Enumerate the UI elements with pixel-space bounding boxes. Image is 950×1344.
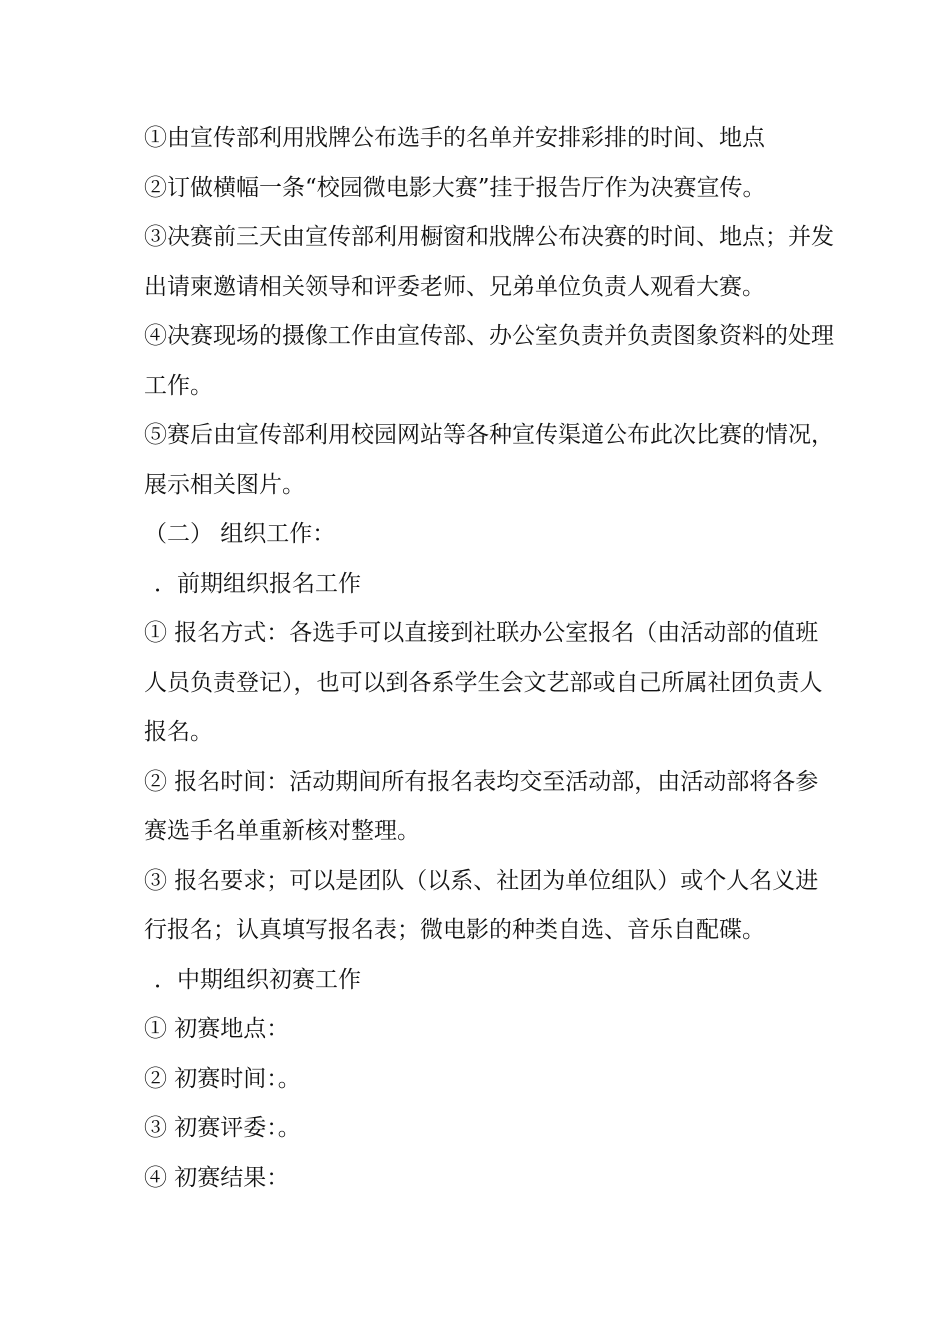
- list-item: ③ 初赛评委：。: [144, 1115, 301, 1141]
- paragraph-line: 赛选手名单重新核对整理。: [144, 818, 420, 844]
- paragraph-line: 报名。: [144, 719, 213, 745]
- subsection-heading: ．中期组织初赛工作: [154, 966, 361, 993]
- paragraph-line: ① 报名方式：各选手可以直接到社联办公室报名（由活动部的值班: [144, 620, 819, 646]
- paragraph-line: 人员负责登记），也可以到各系学生会文艺部或自己所属社团负责人: [144, 669, 823, 696]
- paragraph-line: ③ 报名要求；可以是团队（以系、社团为单位组队）或个人名义进: [144, 867, 819, 894]
- paragraph-line: ②订做横幅一条“校园微电影大赛”挂于报告厅作为决赛宣传。: [144, 174, 766, 201]
- paragraph-line: ③决赛前三天由宣传部利用橱窗和戕牌公布决赛的时间、地点；并发: [144, 224, 834, 250]
- list-item: ④ 初赛结果：: [144, 1164, 290, 1191]
- document-body: [144, 114, 834, 1203]
- section-heading: （二） 组织工作：: [144, 521, 336, 547]
- list-item: ① 初赛地点：: [144, 1016, 290, 1042]
- paragraph-line: 出请柬邀请相关领导和评委老师、兄弟单位负责人观看大赛。: [144, 273, 765, 300]
- paragraph-line: ①由宣传部利用戕牌公布选手的名单并安排彩排的时间、地点: [144, 125, 765, 151]
- paragraph-line: ④决赛现场的摄像工作由宣传部、办公室负责并负责图象资料的处理: [144, 323, 834, 349]
- list-item: ② 初赛时间：。: [144, 1065, 301, 1092]
- paragraph-line: ② 报名时间：活动期间所有报名表均交至活动部，由活动部将各参: [144, 768, 819, 795]
- paragraph-line: 行报名；认真填写报名表；微电影的种类自选、音乐自配碟。: [144, 917, 765, 943]
- paragraph-line: 工作。: [144, 372, 213, 399]
- paragraph-line: ⑤赛后由宣传部利用校园网站等各种宣传渠道公布此次比赛的情况，: [144, 422, 834, 448]
- subsection-heading: ．前期组织报名工作: [154, 570, 361, 597]
- paragraph-line: 展示相关图片。: [144, 471, 305, 498]
